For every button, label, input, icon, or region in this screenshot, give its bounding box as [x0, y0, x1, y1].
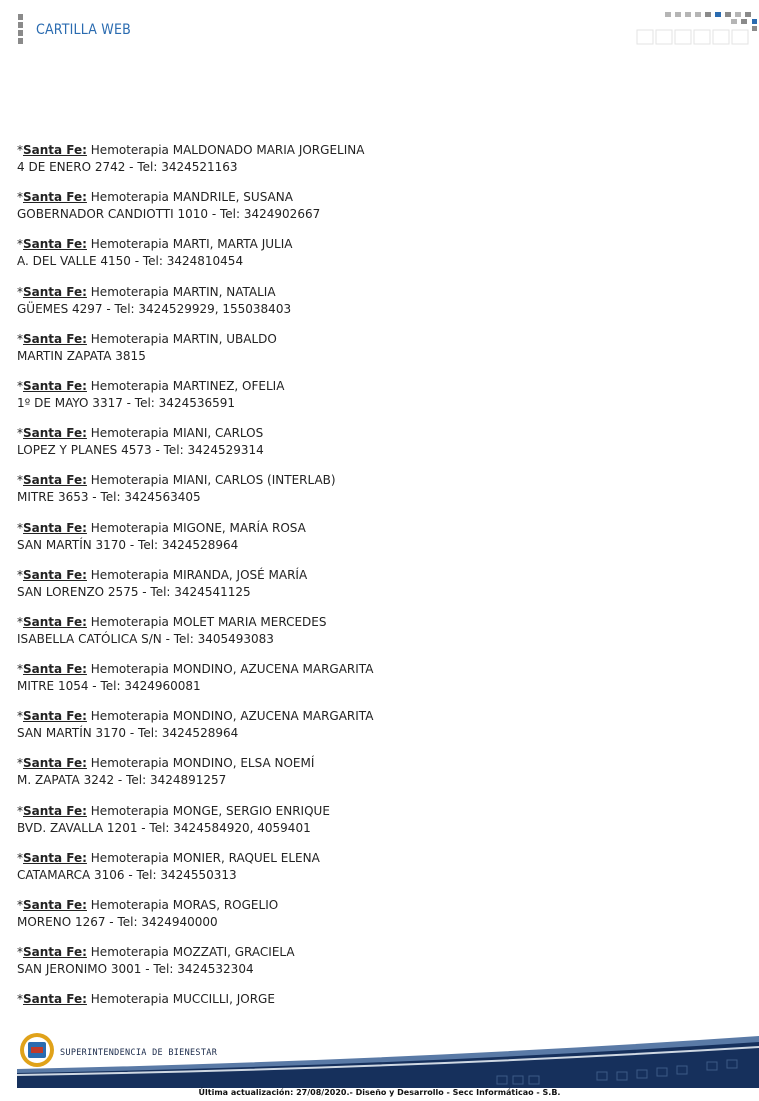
provider-entry — [17, 944, 737, 978]
entry-location: Santa Fe: — [23, 426, 87, 441]
entry-provider-name: MONDINO, AZUCENA MARGARITA — [172, 662, 374, 677]
entry-prefix: * — [17, 190, 23, 205]
provider-entry — [17, 142, 737, 176]
entry-address: SAN JERONIMO 3001 - Tel: 3424532304 — [17, 962, 254, 977]
provider-entry — [17, 614, 737, 648]
entry-location: Santa Fe: — [23, 945, 87, 960]
entry-provider-name: MARTINEZ, OFELIA — [172, 378, 285, 393]
footer-wave-band — [17, 1036, 759, 1088]
provider-list — [17, 142, 737, 1022]
entry-prefix: * — [17, 284, 23, 299]
entry-address: MORENO 1267 - Tel: 3424940000 — [17, 915, 218, 929]
entry-specialty: Hemoterapia — [90, 567, 169, 582]
provider-entry — [17, 189, 737, 223]
provider-title-line — [17, 378, 737, 395]
entry-specialty: Hemoterapia — [90, 850, 169, 865]
provider-title-line — [17, 614, 737, 631]
entry-prefix: * — [17, 426, 23, 441]
entry-address: M. ZAPATA 3242 - Tel: 3424891257 — [17, 773, 227, 788]
entry-address: MITRE 1054 - Tel: 3424960081 — [17, 679, 201, 694]
entry-prefix: * — [17, 850, 23, 865]
entry-location: Santa Fe: — [23, 898, 87, 912]
provider-title-line — [17, 755, 737, 772]
entry-provider-name: MIANI, CARLOS — [172, 426, 264, 441]
provider-title-line — [17, 991, 737, 1008]
entry-prefix: * — [17, 709, 23, 724]
entry-location: Santa Fe: — [23, 850, 87, 865]
entry-location: Santa Fe: — [23, 520, 87, 535]
entry-provider-name: MARTIN, NATALIA — [172, 284, 276, 299]
entry-specialty: Hemoterapia — [90, 803, 169, 818]
entry-address: 1º DE MAYO 3317 - Tel: 3424536591 — [17, 395, 236, 410]
entry-location: Santa Fe: — [23, 190, 87, 205]
entry-prefix: * — [17, 237, 23, 252]
provider-title-line — [17, 661, 737, 678]
entry-provider-name: MIANI, CARLOS (INTERLAB) — [172, 473, 336, 488]
provider-entry — [17, 661, 737, 695]
provider-entry — [17, 897, 737, 931]
entry-specialty: Hemoterapia — [90, 756, 169, 771]
entry-address: SAN LORENZO 2575 - Tel: 3424541125 — [17, 584, 251, 599]
entry-prefix: * — [17, 614, 23, 629]
header-accent-bar — [18, 14, 23, 46]
entry-prefix: * — [17, 992, 23, 1007]
entry-specialty: Hemoterapia — [90, 473, 169, 488]
entry-address: GÜEMES 4297 - Tel: 3424529929, 155038403 — [17, 301, 292, 316]
provider-title-line — [17, 520, 737, 537]
entry-provider-name: MONGE, SERGIO ENRIQUE — [172, 803, 330, 818]
entry-specialty: Hemoterapia — [90, 614, 169, 629]
provider-entry — [17, 472, 737, 506]
header-decoration-icon — [635, 10, 759, 46]
entry-specialty: Hemoterapia — [90, 331, 169, 346]
entry-address: A. DEL VALLE 4150 - Tel: 3424810454 — [17, 254, 244, 269]
provider-entry — [17, 991, 737, 1008]
entry-location: Santa Fe: — [23, 614, 87, 629]
entry-prefix: * — [17, 331, 23, 346]
entry-prefix: * — [17, 898, 23, 912]
entry-location: Santa Fe: — [23, 567, 87, 582]
entry-specialty: Hemoterapia — [90, 143, 169, 157]
entry-provider-name: MUCCILLI, JORGE — [172, 992, 275, 1007]
entry-address: CATAMARCA 3106 - Tel: 3424550313 — [17, 867, 237, 882]
footer-org-name: SUPERINTENDENCIA DE BIENESTAR — [60, 1048, 218, 1058]
entry-provider-name: MONDINO, ELSA NOEMÍ — [172, 756, 315, 771]
entry-provider-name: MONIER, RAQUEL ELENA — [172, 850, 320, 865]
entry-specialty: Hemoterapia — [90, 898, 169, 912]
provider-entry — [17, 708, 737, 742]
entry-prefix: * — [17, 473, 23, 488]
provider-entry — [17, 567, 737, 601]
provider-entry — [17, 755, 737, 789]
entry-provider-name: MORAS, ROGELIO — [172, 898, 279, 912]
entry-specialty: Hemoterapia — [90, 992, 169, 1007]
provider-title-line — [17, 284, 737, 301]
entry-provider-name: MANDRILE, SUSANA — [172, 190, 293, 205]
provider-title-line — [17, 331, 737, 348]
entry-prefix: * — [17, 567, 23, 582]
provider-entry — [17, 520, 737, 554]
entry-address: 4 DE ENERO 2742 - Tel: 3424521163 — [17, 160, 238, 174]
provider-title-line — [17, 567, 737, 584]
entry-specialty: Hemoterapia — [90, 284, 169, 299]
entry-prefix: * — [17, 378, 23, 393]
provider-title-line — [17, 472, 737, 489]
entry-location: Santa Fe: — [23, 473, 87, 488]
entry-provider-name: MARTI, MARTA JULIA — [172, 237, 293, 252]
entry-prefix: * — [17, 520, 23, 535]
provider-title-line — [17, 425, 737, 442]
entry-specialty: Hemoterapia — [90, 709, 169, 724]
entry-location: Santa Fe: — [23, 331, 87, 346]
entry-location: Santa Fe: — [23, 992, 87, 1007]
entry-provider-name: MOZZATI, GRACIELA — [172, 945, 295, 960]
entry-provider-name: MIRANDA, JOSÉ MARÍA — [172, 567, 308, 582]
provider-title-line — [17, 850, 737, 867]
page-title: CARTILLA WEB — [36, 22, 131, 38]
entry-location: Santa Fe: — [23, 803, 87, 818]
entry-prefix: * — [17, 803, 23, 818]
entry-provider-name: MALDONADO MARIA JORGELINA — [172, 143, 365, 157]
entry-address: BVD. ZAVALLA 1201 - Tel: 3424584920, 4059401 — [17, 820, 311, 835]
entry-provider-name: MOLET MARIA MERCEDES — [172, 614, 327, 629]
provider-title-line — [17, 944, 737, 961]
entry-location: Santa Fe: — [23, 378, 87, 393]
entry-location: Santa Fe: — [23, 143, 87, 157]
provider-entry — [17, 236, 737, 270]
provider-entry — [17, 284, 737, 318]
entry-specialty: Hemoterapia — [90, 190, 169, 205]
provider-title-line — [17, 803, 737, 820]
entry-address: MITRE 3653 - Tel: 3424563405 — [17, 490, 201, 505]
entry-location: Santa Fe: — [23, 284, 87, 299]
entry-address: ISABELLA CATÓLICA S/N - Tel: 3405493083 — [17, 631, 274, 646]
entry-provider-name: MARTIN, UBALDO — [172, 331, 277, 346]
entry-specialty: Hemoterapia — [90, 426, 169, 441]
entry-location: Santa Fe: — [23, 709, 87, 724]
entry-prefix: * — [17, 945, 23, 960]
provider-title-line — [17, 189, 737, 206]
entry-prefix: * — [17, 756, 23, 771]
entry-address: GOBERNADOR CANDIOTTI 1010 - Tel: 3424902667 — [17, 207, 321, 222]
page-header — [0, 0, 759, 60]
entry-location: Santa Fe: — [23, 662, 87, 677]
entry-specialty: Hemoterapia — [90, 520, 169, 535]
provider-title-line — [17, 897, 737, 914]
entry-specialty: Hemoterapia — [90, 237, 169, 252]
superintendencia-seal-icon — [18, 1032, 56, 1068]
footer-update-text: Última actualización: 27/08/2020.- Diseño y Desarrollo - Secc Informáticao - S.B. — [198, 1088, 561, 1097]
provider-entry — [17, 803, 737, 837]
provider-entry — [17, 850, 737, 884]
provider-title-line — [17, 236, 737, 253]
entry-location: Santa Fe: — [23, 237, 87, 252]
entry-provider-name: MIGONE, MARÍA ROSA — [172, 520, 306, 535]
entry-location: Santa Fe: — [23, 756, 87, 771]
entry-specialty: Hemoterapia — [90, 378, 169, 393]
entry-address: MARTIN ZAPATA 3815 — [17, 348, 146, 363]
entry-provider-name: MONDINO, AZUCENA MARGARITA — [172, 709, 374, 724]
provider-entry — [17, 425, 737, 459]
entry-specialty: Hemoterapia — [90, 662, 169, 677]
entry-prefix: * — [17, 662, 23, 677]
entry-address: SAN MARTÍN 3170 - Tel: 3424528964 — [17, 726, 239, 741]
entry-specialty: Hemoterapia — [90, 945, 169, 960]
entry-address: LOPEZ Y PLANES 4573 - Tel: 3424529314 — [17, 443, 264, 458]
provider-title-line — [17, 708, 737, 725]
provider-entry — [17, 331, 737, 365]
provider-entry — [17, 378, 737, 412]
entry-prefix: * — [17, 143, 23, 157]
provider-title-line — [17, 142, 737, 159]
entry-address: SAN MARTÍN 3170 - Tel: 3424528964 — [17, 537, 239, 552]
